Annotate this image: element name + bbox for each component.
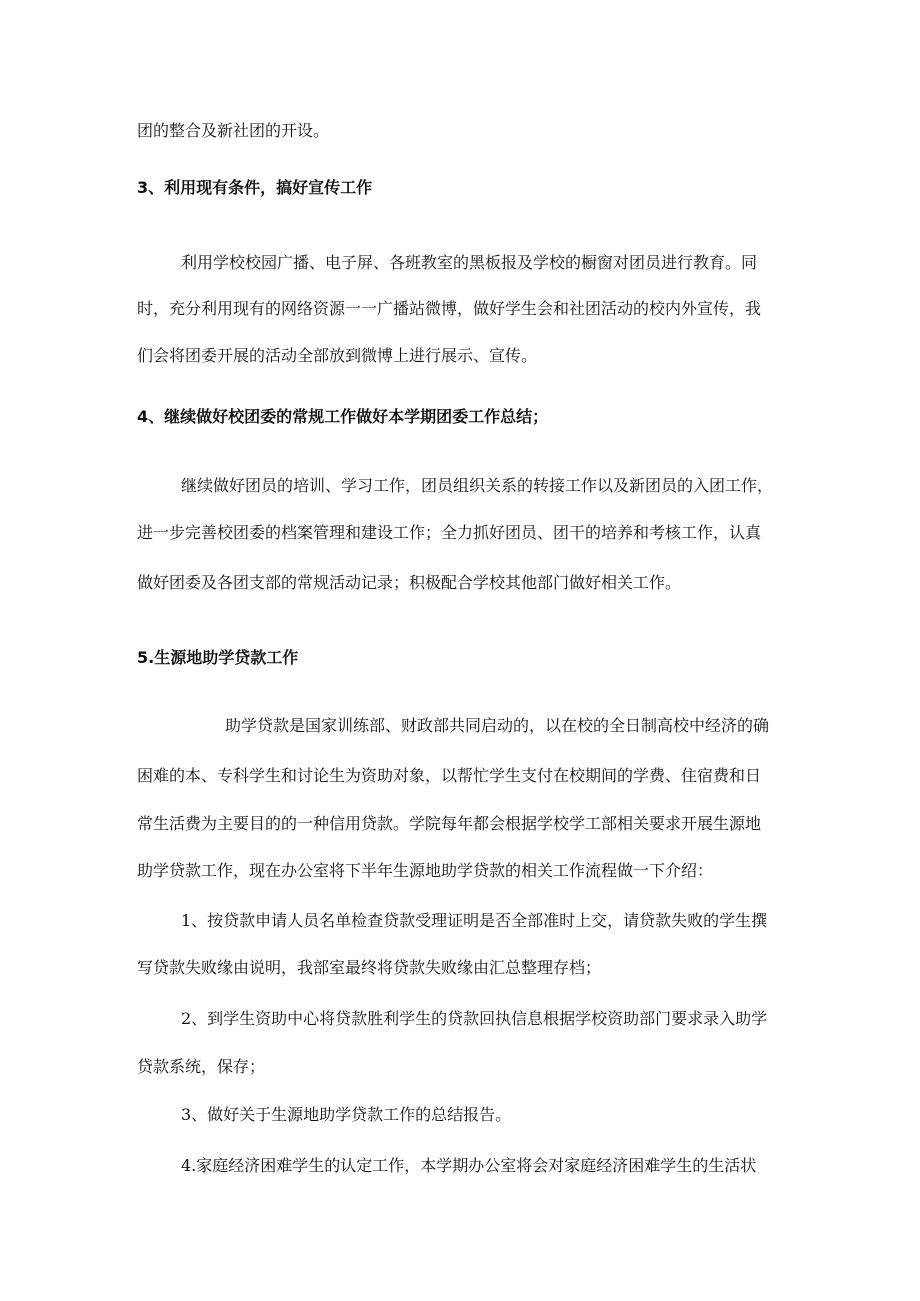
section-5-line-4: 助学贷款工作，现在办公室将下半年生源地助学贷款的相关工作流程做一下介绍： (137, 861, 714, 880)
section-5-line-3: 常生活费为主要目的的一种信用贷款。学院每年都会根据学校学工部相关要求开展生源地 (137, 814, 762, 833)
paragraph-continuation: 团的整合及新社团的开设。 (137, 121, 330, 140)
list-item-1-line-2: 写贷款失败缘由说明，我部室最终将贷款失败缘由汇总整理存档； (137, 958, 602, 977)
section-4-heading: 4、继续做好校团委的常规工作做好本学期团委工作总结； (137, 407, 549, 426)
section-3-heading: 3、利用现有条件，搞好宣传工作 (137, 178, 373, 197)
list-item-1-line-1: 1、按贷款申请人员名单检查贷款受理证明是否全部准时上交，请贷款失败的学生撰 (181, 911, 768, 930)
section-3-line-2: 时，充分利用现有的网络资源一一广播站微博，做好学生会和社团活动的校内外宣传，我 (137, 299, 762, 318)
section-3-line-3: 们会将团委开展的活动全部放到微博上进行展示、宣传。 (137, 346, 538, 365)
section-5-heading: 5.生源地助学贷款工作 (137, 648, 299, 667)
list-item-4-line-1: 4.家庭经济困难学生的认定工作，本学期办公室将会对家庭经济困难学生的生活状 (181, 1156, 757, 1175)
section-5-line-1: 助学贷款是国家训练部、财政部共同启动的，以在校的全日制高校中经济的确 (225, 716, 770, 735)
list-item-3-line-1: 3、做好关于生源地助学贷款工作的总结报告。 (181, 1105, 512, 1124)
section-4-line-2: 进一步完善校团委的档案管理和建设工作；全力抓好团员、团干的培养和考核工作，认真 (137, 523, 762, 542)
section-4-line-1: 继续做好团员的培训、学习工作，团员组织关系的转接工作以及新团员的入团工作， (181, 476, 774, 495)
list-item-2-line-2: 贷款系统，保存； (137, 1057, 266, 1076)
section-3-line-1: 利用学校校园广播、电子屏、各班教室的黑板报及学校的橱窗对团员进行教育。同 (181, 253, 758, 272)
list-item-2-line-1: 2、到学生资助中心将贷款胜利学生的贷款回执信息根据学校资助部门要求录入助学 (181, 1009, 768, 1028)
section-4-line-3: 做好团委及各团支部的常规活动记录；积极配合学校其他部门做好相关工作。 (137, 573, 682, 592)
section-5-line-2: 困难的本、专科学生和讨论生为资助对象，以帮忙学生支付在校期间的学费、住宿费和日 (137, 766, 762, 785)
